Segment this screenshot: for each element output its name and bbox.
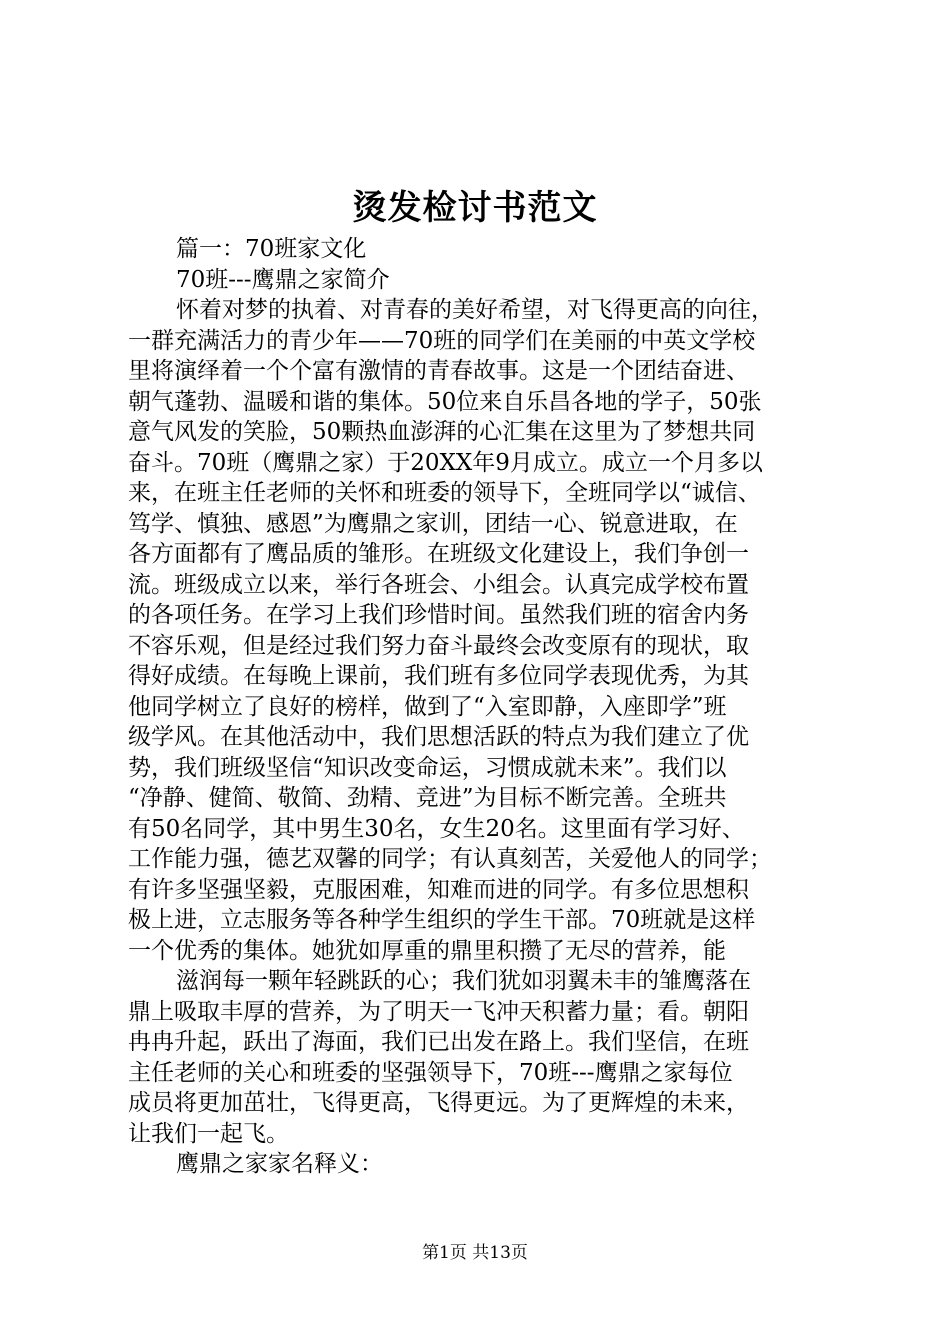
body-line: 势，我们班级坚信“知识改变命运，习惯成就未来”。我们以 <box>128 754 727 781</box>
body-line: 朝气蓬勃、温暖和谐的集体。50位来自乐昌各地的学子，50张 <box>128 388 762 415</box>
page-footer: 第1页 共13页 <box>422 1243 528 1263</box>
body-line: 有50名同学，其中男生30名，女生20名。这里面有学习好、 <box>128 815 745 842</box>
body-line: 有许多坚强坚毅，克服困难，知难而进的同学。有多位思想积 <box>128 876 749 903</box>
body-line: 不容乐观，但是经过我们努力奋斗最终会改变原有的现状，取 <box>128 632 749 659</box>
body-line: 里将演绎着一个个富有激情的青春故事。这是一个团结奋进、 <box>128 358 749 384</box>
body-line: 一个优秀的集体。她犹如厚重的鼎里积攒了无尽的营养，能 <box>128 937 726 964</box>
body-line: 让我们一起飞。 <box>128 1120 289 1147</box>
body-line: 奋斗。70班（鹰鼎之家）于20XX年9月成立。成立一个月多以 <box>128 449 763 476</box>
body-line: 鼎上吸取丰厚的营养，为了明天一飞冲天积蓄力量；看。朝阳 <box>128 998 749 1025</box>
body-line: 工作能力强，德艺双馨的同学；有认真刻苦，关爱他人的同学； <box>128 846 772 872</box>
body-line: 级学风。在其他活动中，我们思想活跃的特点为我们建立了优 <box>128 724 749 750</box>
body-line: 的各项任务。在学习上我们珍惜时间。虽然我们班的宿舍内务 <box>128 602 749 628</box>
body-line: 意气风发的笑脸，50颗热血澎湃的心汇集在这里为了梦想共同 <box>128 419 756 445</box>
body-line: 冉冉升起，跃出了海面，我们已出发在路上。我们坚信，在班 <box>128 1029 749 1055</box>
body-line: 70班---鹰鼎之家简介 <box>176 266 390 293</box>
body-line: 各方面都有了鹰品质的雏形。在班级文化建设上，我们争创一 <box>128 541 749 567</box>
body-line: 鹰鼎之家家名释义： <box>176 1151 383 1177</box>
body-line: 极上进，立志服务等各种学生组织的学生干部。70班就是这样 <box>128 907 756 933</box>
document-body <box>128 234 828 1180</box>
body-line: “净静、健简、敬简、劲精、竞进”为目标不断完善。全班共 <box>128 785 727 811</box>
body-line: 一群充满活力的青少年——70班的同学们在美丽的中英文学校 <box>128 327 756 354</box>
body-line: 怀着对梦的执着、对青春的美好希望，对飞得更高的向往， <box>176 297 774 323</box>
body-line: 滋润每一颗年轻跳跃的心；我们犹如羽翼未丰的雏鹰落在 <box>176 968 751 994</box>
body-line: 篇一：70班家文化 <box>176 236 367 262</box>
document-title: 烫发检讨书范文 <box>352 188 598 228</box>
body-line: 得好成绩。在每晚上课前，我们班有多位同学表现优秀，为其 <box>128 663 749 689</box>
body-line: 他同学树立了良好的榜样，做到了“入室即静，入座即学”班 <box>128 693 727 720</box>
body-line: 流。班级成立以来，举行各班会、小组会。认真完成学校布置 <box>128 571 749 598</box>
body-line: 成员将更加茁壮，飞得更高，飞得更远。为了更辉煌的未来， <box>128 1090 749 1116</box>
body-line: 来，在班主任老师的关怀和班委的领导下，全班同学以“诚信、 <box>128 480 761 506</box>
body-line: 主任老师的关心和班委的坚强领导下，70班---鹰鼎之家每位 <box>128 1059 733 1086</box>
body-line: 笃学、慎独、感恩”为鹰鼎之家训，团结一心、锐意进取，在 <box>128 510 738 537</box>
